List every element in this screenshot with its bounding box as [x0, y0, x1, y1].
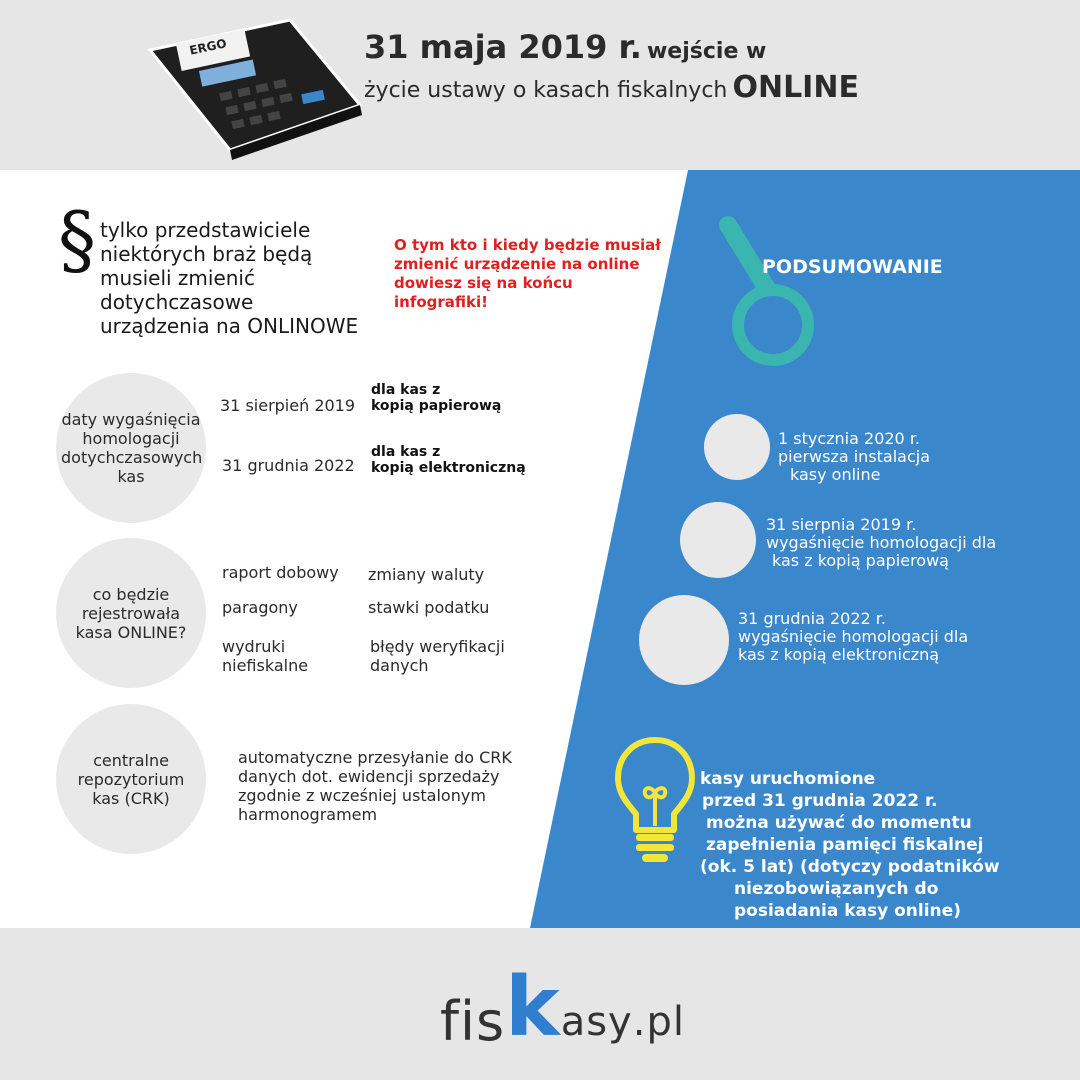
intro-line: dotychczasowe	[100, 290, 254, 314]
register-item: stawki podatku	[368, 598, 490, 617]
timeline-item	[738, 610, 968, 664]
timeline-line: kas z kopią elektroniczną	[738, 645, 940, 664]
expiry-date-1: 31 sierpień 2019	[220, 396, 356, 415]
crk-line: zgodnie z wcześniej ustalonym	[238, 786, 486, 805]
summary-title: PODSUMOWANIE	[762, 256, 943, 278]
intro-line: niektórych braż będą	[100, 242, 313, 266]
expiry-date-2: 31 grudnia 2022	[222, 456, 355, 475]
tip-line: (ok. 5 lat) (dotyczy podatników	[700, 857, 1000, 877]
timeline-line: pierwsza instalacja	[778, 447, 931, 466]
title-rest: wejście w	[646, 39, 767, 64]
lightbulb-icon	[612, 734, 698, 870]
note-line: O tym kto i kiedy będzie musiał	[394, 236, 661, 254]
fiskasy-logo	[440, 944, 685, 1054]
register-item: zmiany waluty	[368, 565, 485, 584]
logo-part: .pl	[632, 999, 685, 1045]
timeline-line: 1 stycznia 2020 r.	[778, 429, 921, 448]
section-sign: §	[58, 195, 96, 284]
header-title-line-1	[364, 28, 766, 66]
expiry-circle	[56, 373, 206, 523]
title-online: ONLINE	[732, 70, 859, 105]
tip-line: kasy uruchomione	[700, 769, 876, 789]
crk-label: centralne repozytorium kas (CRK)	[77, 750, 185, 808]
expiry-label: daty wygaśnięcia homologacji dotychczasowych kas	[61, 410, 203, 486]
logo-k: k	[505, 960, 561, 1055]
expiry-desc-2	[371, 444, 526, 476]
expiry-desc-1	[371, 382, 501, 414]
header-title-line-2	[364, 70, 859, 105]
device-brand: ERGO	[188, 36, 228, 58]
timeline-circle	[639, 595, 729, 685]
intro-text	[100, 218, 390, 338]
timeline-circle	[680, 502, 756, 578]
intro-line: tylko przedstawiciele	[100, 218, 311, 242]
timeline-item	[778, 430, 930, 484]
title-line2: życie ustawy o kasach fiskalnych	[364, 78, 728, 103]
crk-circle	[56, 704, 206, 854]
logo-part: asy	[560, 999, 633, 1045]
timeline-line: 31 sierpnia 2019 r.	[766, 515, 917, 534]
register-item: wydruki niefiskalne	[222, 637, 309, 675]
timeline-item	[766, 516, 996, 570]
tip-line: niezobowiązanych do	[734, 879, 939, 899]
crk-line: automatyczne przesyłanie do CRK	[238, 748, 512, 767]
intro-line: urządzenia na ONLINOWE	[100, 314, 359, 338]
title-date: 31 maja 2019 r.	[364, 28, 642, 66]
register-item: paragony	[222, 598, 298, 617]
timeline-line: wygaśnięcie homologacji dla	[766, 533, 997, 552]
red-note	[384, 236, 684, 312]
note-line: infografiki!	[394, 293, 488, 311]
magnifier-icon	[708, 215, 828, 375]
register-item: błędy weryfikacji danych	[370, 637, 505, 675]
expiry-desc-line: kopią elektroniczną	[371, 460, 526, 476]
timeline-line: 31 grudnia 2022 r.	[738, 609, 886, 628]
intro-line: musieli zmienić	[100, 266, 255, 290]
expiry-desc-line: dla kas z	[371, 382, 441, 398]
tip-text	[700, 768, 1000, 922]
register-label: co będzie rejestrowała kasa ONLINE?	[75, 584, 187, 642]
timeline-line: kasy online	[790, 465, 881, 484]
tip-line: przed 31 grudnia 2022 r.	[702, 791, 938, 811]
timeline-circle	[704, 414, 770, 480]
crk-text	[238, 748, 512, 824]
tip-line: zapełnienia pamięci fiskalnej	[706, 835, 984, 855]
timeline-line: wygaśnięcie homologacji dla	[738, 627, 969, 646]
note-line: zmienić urządzenie na online	[394, 255, 640, 273]
register-item: raport dobowy	[222, 563, 339, 582]
logo-part: fis	[440, 990, 506, 1053]
crk-line: danych dot. ewidencji sprzedaży	[238, 767, 500, 786]
timeline-line: kas z kopią papierową	[772, 551, 949, 570]
expiry-desc-line: dla kas z	[371, 444, 441, 460]
register-circle	[56, 538, 206, 688]
cash-register-icon	[140, 10, 370, 160]
tip-line: posiadania kasy online)	[734, 901, 961, 921]
note-line: dowiesz się na końcu	[394, 274, 573, 292]
tip-line: można używać do momentu	[706, 813, 972, 833]
expiry-desc-line: kopią papierową	[371, 398, 502, 414]
crk-line: harmonogramem	[238, 805, 378, 824]
